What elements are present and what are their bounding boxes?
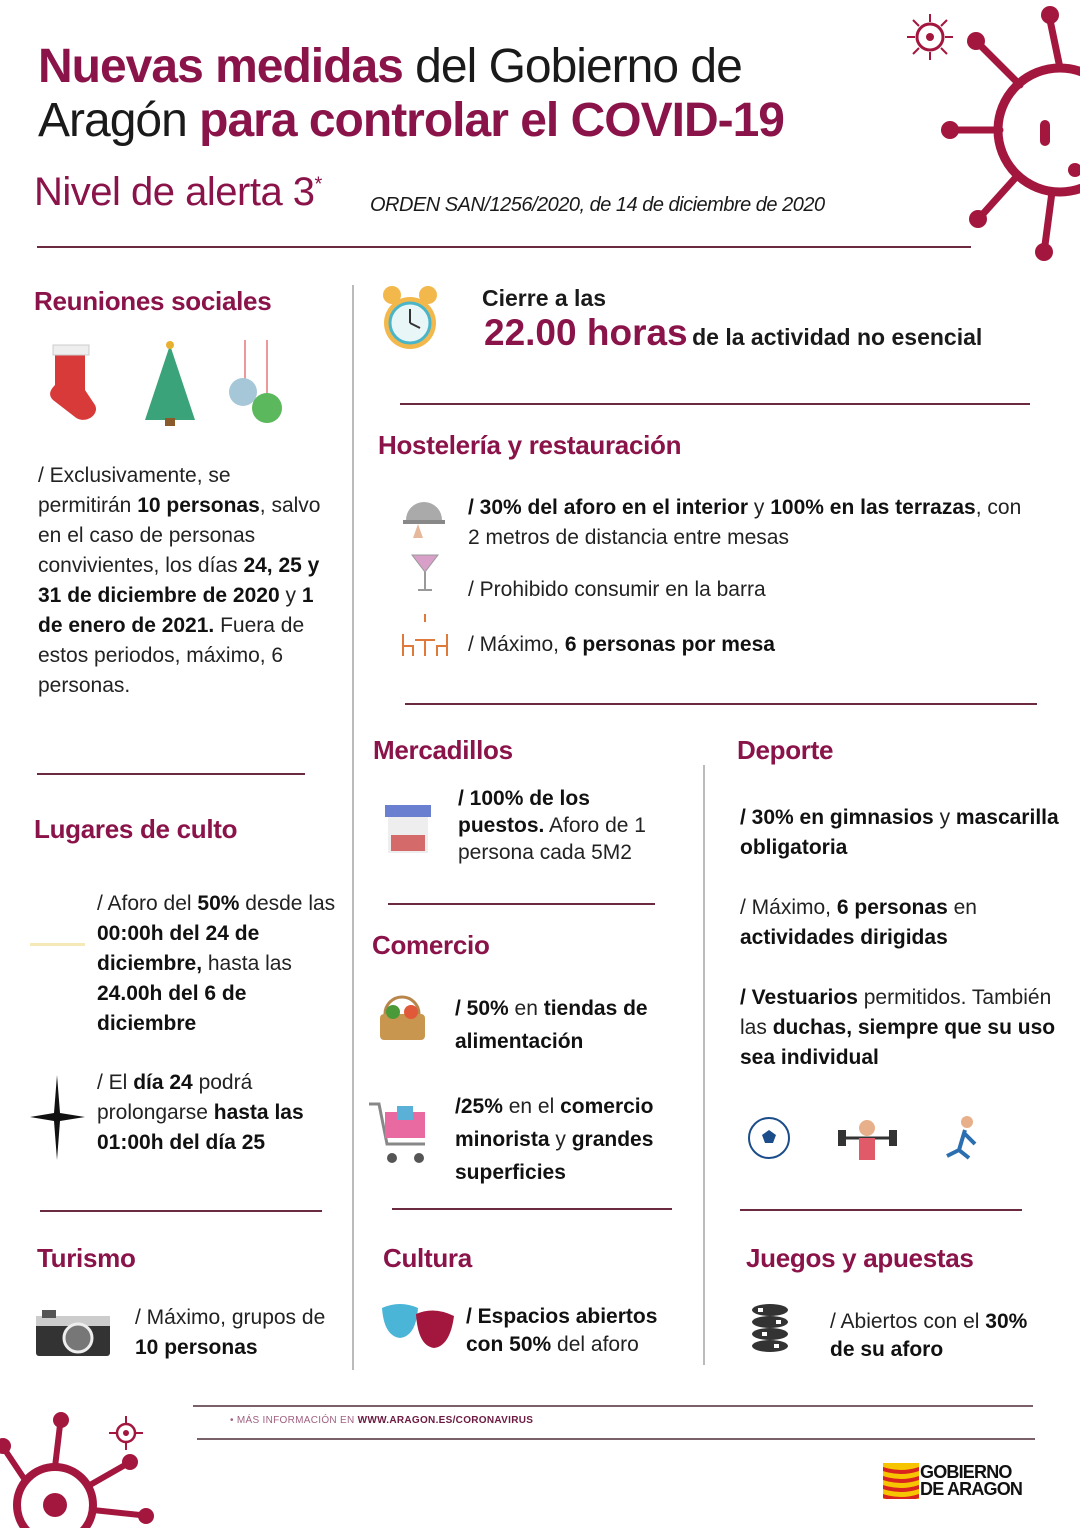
logo-line-1: GOBIERNO xyxy=(920,1462,1012,1482)
text-segment: permitidos. También las xyxy=(740,986,1052,1039)
deporte-item-3 xyxy=(740,983,1060,1073)
section-title-turismo: Turismo xyxy=(37,1243,136,1273)
aragon-flag-icon xyxy=(883,1463,919,1499)
stocking-icon xyxy=(50,345,96,420)
alert-level xyxy=(34,170,322,215)
virus-decoration-icon xyxy=(940,0,1080,270)
text-segment: / 100% de los puestos. xyxy=(458,787,590,837)
section-title-cultura: Cultura xyxy=(383,1243,472,1273)
reuniones-text xyxy=(38,461,328,701)
text-segment: 10 personas xyxy=(135,1336,258,1359)
text-segment: Aforo de 1 persona cada 5M2 xyxy=(458,814,646,864)
text-segment: del aforo xyxy=(551,1333,639,1356)
text-segment: / Máximo, xyxy=(740,896,837,919)
section-title-reuniones: Reuniones sociales xyxy=(34,286,272,316)
text-segment: 50% xyxy=(197,892,240,915)
text-segment: / Exclusivamente, se permitirán xyxy=(38,464,231,517)
mercadillos-text xyxy=(458,785,678,866)
hosteleria-item-1 xyxy=(468,493,1038,553)
text-segment: , con 2 metros de distancia entre mesas xyxy=(468,496,1022,549)
footer-info-prefix: • MÁS INFORMACIÓN EN xyxy=(230,1415,358,1426)
weightlifter-icon xyxy=(838,1120,897,1160)
text-segment: / Espacios abiertos con 50% xyxy=(466,1305,658,1356)
divider xyxy=(40,1210,322,1212)
header-divider xyxy=(37,246,971,248)
text-segment: , salvo en el caso de personas convivientes, los días xyxy=(38,494,321,577)
column-divider xyxy=(703,765,705,1365)
shopping-cart-icon xyxy=(367,1100,432,1168)
section-title-hosteleria: Hostelería y restauración xyxy=(378,430,682,460)
christmas-tree-icon xyxy=(145,341,195,426)
column-divider xyxy=(352,285,354,1370)
text-segment: y xyxy=(549,1128,572,1151)
text-segment: en xyxy=(508,997,544,1020)
divider xyxy=(37,773,305,775)
text-segment: mascarilla obligatoria xyxy=(740,806,1059,859)
order-reference: ORDEN SAN/1256/2020, de 14 de diciembre de 2020 xyxy=(370,194,825,216)
title-line-1 xyxy=(38,40,742,94)
hosteleria-item-2 xyxy=(468,575,1028,605)
section-title-comercio: Comercio xyxy=(372,930,490,960)
comercio-item-2 xyxy=(455,1090,700,1189)
star-icon xyxy=(30,1075,85,1160)
text-segment: 24.00h del 6 de diciembre xyxy=(97,982,247,1035)
text-segment: y xyxy=(933,806,956,829)
text-segment: / Máximo, xyxy=(468,633,565,656)
alert-level-text: Nivel de alerta 3 xyxy=(34,170,315,214)
text-segment: en xyxy=(947,896,977,919)
cierre-line1: Cierre a las xyxy=(482,285,607,311)
text-segment: desde las xyxy=(239,892,336,915)
text-segment: Nuevas medidas xyxy=(38,40,403,93)
text-segment: / 30% en gimnasios xyxy=(740,806,934,829)
sport-icons xyxy=(745,1112,985,1172)
table-chairs-icon xyxy=(400,612,450,658)
text-segment: 6 personas xyxy=(836,896,948,919)
alert-asterisk: * xyxy=(314,173,322,196)
text-segment: para controlar el COVID-19 xyxy=(199,94,784,147)
text-segment: y xyxy=(279,584,302,607)
cocktail-icon xyxy=(410,550,440,595)
text-segment: 00:00h del 24 de diciembre, xyxy=(97,922,260,975)
section-title-deporte: Deporte xyxy=(737,735,834,765)
cloche-icon xyxy=(403,490,445,540)
text-segment: / 50% xyxy=(455,997,509,1020)
text-segment: / Máximo, grupos de xyxy=(135,1306,326,1329)
text-segment: /25% xyxy=(455,1095,503,1118)
text-segment: y xyxy=(748,496,771,519)
divider xyxy=(740,1209,1022,1211)
divider xyxy=(388,903,655,905)
divider xyxy=(400,403,1030,405)
text-segment: 24, 25 y 31 de diciembre de 2020 xyxy=(38,554,320,607)
divider xyxy=(405,703,1037,705)
text-segment: / Aforo del xyxy=(97,892,198,915)
text-segment: grandes superficies xyxy=(455,1128,654,1184)
christmas-icons xyxy=(45,340,295,430)
small-virus-bottom-icon xyxy=(108,1415,144,1451)
section-title-culto: Lugares de culto xyxy=(34,814,238,844)
camera-icon xyxy=(36,1310,110,1356)
footer-divider xyxy=(193,1405,1033,1407)
text-segment: 6 personas por mesa xyxy=(564,633,775,656)
cierre-hour: 22.00 horas xyxy=(484,312,688,353)
soccer-ball-icon xyxy=(749,1118,789,1158)
text-segment: día 24 xyxy=(133,1071,193,1094)
text-segment: comercio minorista xyxy=(455,1095,654,1151)
turismo-text xyxy=(135,1303,335,1363)
text-segment: Fuera de estos periodos, máximo, 6 personas. xyxy=(38,614,305,697)
section-title-juegos: Juegos y apuestas xyxy=(746,1243,974,1273)
juegos-text xyxy=(830,1308,1050,1364)
alarm-clock-icon xyxy=(380,283,440,358)
text-segment: 10 personas xyxy=(137,494,260,517)
text-segment: / El xyxy=(97,1071,134,1094)
deporte-item-2 xyxy=(740,893,1060,953)
text-segment: 1 de enero de 2021. xyxy=(38,584,314,637)
text-segment: / Abiertos con el xyxy=(830,1310,986,1333)
culto-text-2 xyxy=(97,1068,347,1158)
text-segment: tiendas de alimentación xyxy=(455,997,648,1053)
culto-text-1 xyxy=(97,889,347,1039)
text-segment: / Vestuarios xyxy=(740,986,858,1009)
text-segment: actividades dirigidas xyxy=(740,926,948,949)
text-segment: 30% de su aforo xyxy=(830,1310,1028,1361)
market-stall-icon xyxy=(383,803,433,855)
cierre-line2 xyxy=(484,312,982,354)
casino-chips-icon xyxy=(748,1302,792,1358)
small-virus-icon xyxy=(905,12,955,62)
footer-info xyxy=(230,1415,533,1426)
text-segment: 100% en las terrazas xyxy=(770,496,976,519)
runner-icon xyxy=(947,1116,975,1158)
deporte-item-1 xyxy=(740,803,1060,863)
footer-info-link[interactable]: WWW.ARAGON.ES/CORONAVIRUS xyxy=(357,1415,534,1426)
cultura-text xyxy=(466,1303,696,1359)
grocery-basket-icon xyxy=(375,992,430,1047)
section-title-mercadillos: Mercadillos xyxy=(373,735,513,765)
text-segment: hasta las 01:00h del día 25 xyxy=(97,1101,304,1154)
text-segment: / 30% del aforo en el interior xyxy=(468,496,749,519)
cierre-rest: de la actividad no esencial xyxy=(692,324,983,350)
text-segment: hasta las xyxy=(202,952,292,975)
logo-line-2: DE ARAGON xyxy=(920,1479,1023,1499)
title-line-2 xyxy=(38,94,784,148)
divider xyxy=(392,1208,672,1210)
gobierno-aragon-logo xyxy=(883,1463,1022,1499)
text-segment: del Gobierno de xyxy=(402,40,742,93)
candle-light-icon xyxy=(30,943,85,946)
text-segment: / Prohibido consumir en la barra xyxy=(468,578,766,601)
theater-masks-icon xyxy=(380,1300,458,1355)
text-segment: podrá prolongarse xyxy=(97,1071,253,1124)
comercio-item-1 xyxy=(455,992,695,1058)
text-segment: Aragón xyxy=(38,94,200,147)
footer-divider xyxy=(197,1438,1035,1440)
hosteleria-item-3 xyxy=(468,630,1028,660)
text-segment: duchas, siempre que su uso sea individual xyxy=(740,1016,1056,1069)
ornaments-icon xyxy=(229,340,282,423)
text-segment: en el xyxy=(502,1095,561,1118)
